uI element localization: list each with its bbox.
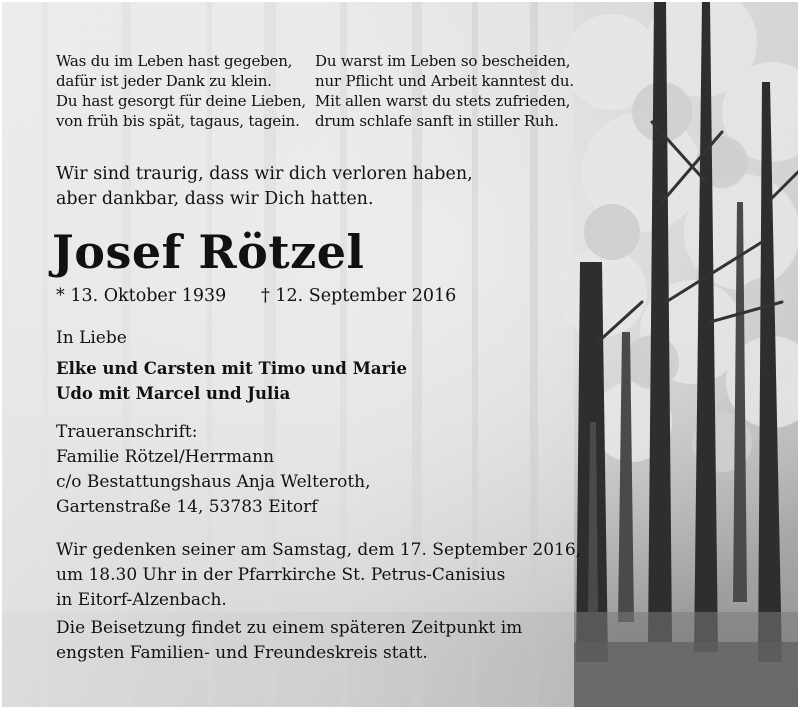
poem-line: drum schlafe sanft in stiller Ruh. [315,112,559,130]
poem-line: Mit allen warst du stets zufrieden, [315,92,571,110]
birth-date: * 13. Oktober 1939 [56,286,227,306]
poem-line: von früh bis spät, tagaus, tagein. [56,112,300,130]
service-line: Wir gedenken seiner am Samstag, dem 17. September 2016, [56,540,582,560]
death-date: † 12. September 2016 [261,286,457,306]
mourning-address [56,420,371,520]
life-dates [56,284,457,308]
intro-line: Wir sind traurig, dass wir dich verloren haben, [56,164,473,184]
in-love-label: In Liebe [56,328,127,348]
memorial-service-info [56,538,581,613]
mourner-line: Udo mit Marcel und Julia [56,384,291,403]
service-line: um 18.30 Uhr in der Pfarrkirche St. Petrus-Canisius [56,565,506,585]
address-line: Familie Rötzel/Herrmann [56,447,275,467]
poem-line: Du hast gesorgt für deine Lieben, [56,92,307,110]
intro-line: aber dankbar, dass wir Dich hatten. [56,189,374,209]
address-line: Gartenstraße 14, 53783 Eitorf [56,497,318,517]
burial-line: Die Beisetzung findet zu einem späteren Zeitpunkt im [56,618,523,638]
poem-line: Du warst im Leben so bescheiden, [315,52,571,70]
service-line: in Eitorf-Alzenbach. [56,590,227,610]
mourner-line: Elke und Carsten mit Timo und Marie [56,359,407,378]
address-line: Traueranschrift: [56,422,198,442]
poem-right-stanza [315,51,574,131]
intro-text [56,162,473,212]
mourners-list [56,356,407,406]
obituary-notice [2,2,798,707]
burial-line: engsten Familien- und Freundeskreis statt. [56,643,428,663]
poem-line: nur Pflicht und Arbeit kanntest du. [315,72,574,90]
poem-left-stanza [56,51,306,131]
deceased-name: Josef Rötzel [52,225,365,279]
address-line: c/o Bestattungshaus Anja Welteroth, [56,472,371,492]
notice-text-panel [2,2,582,707]
burial-info [56,616,522,666]
poem-line: dafür ist jeder Dank zu klein. [56,72,272,90]
poem-line: Was du im Leben hast gegeben, [56,52,293,70]
